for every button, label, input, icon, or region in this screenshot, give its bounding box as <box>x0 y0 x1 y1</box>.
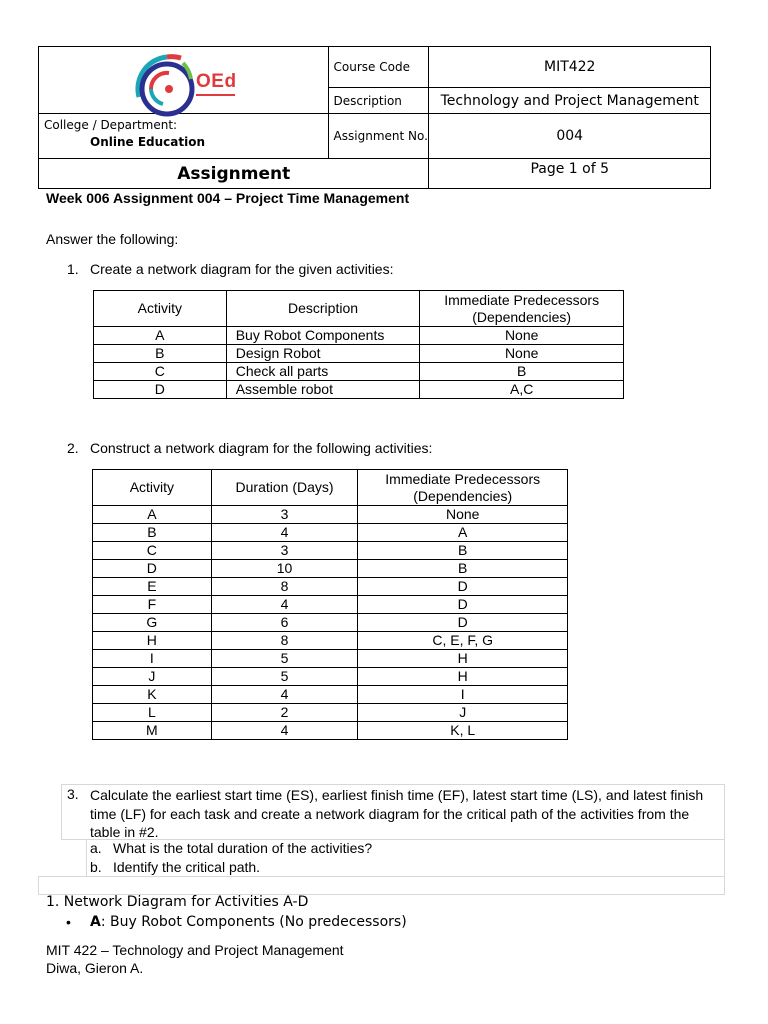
predecessor-cell: A,C <box>420 381 624 399</box>
q2-header-activity: Activity <box>93 470 212 506</box>
predecessor-cell: I <box>358 686 568 704</box>
activity-cell: J <box>93 668 212 686</box>
assignment-no-value: 004 <box>429 114 711 159</box>
q2-number: 2. <box>67 440 79 456</box>
duration-cell: 4 <box>211 722 358 740</box>
description-cell: Assemble robot <box>226 381 420 399</box>
duration-cell: 4 <box>211 596 358 614</box>
logo-text: OEd <box>196 71 237 92</box>
activity-cell: G <box>93 614 212 632</box>
assignment-title: Assignment <box>39 159 429 189</box>
page-info: Page 1 of 5 <box>429 159 711 189</box>
description-label: Description <box>328 88 429 114</box>
q3-text: Calculate the earliest start time (ES), earliest finish time (EF), latest start time (LS), and latest finish time (LF) for each task and create a network diagram for the critical path of the activities from the table in #2. <box>90 787 704 840</box>
intro-text: Answer the following: <box>46 231 179 247</box>
predecessor-cell: None <box>358 506 568 524</box>
table-row <box>93 614 568 632</box>
q3-number: 3. <box>67 786 79 802</box>
table-row <box>93 524 568 542</box>
table-row <box>93 686 568 704</box>
table-row <box>93 650 568 668</box>
week-title: Week 006 Assignment 004 – Project Time Management <box>46 190 410 206</box>
predecessor-cell: H <box>358 650 568 668</box>
q1-header-row <box>94 291 624 327</box>
q2-header-predecessors: Immediate Predecessors (Dependencies) <box>358 470 568 506</box>
duration-cell: 10 <box>211 560 358 578</box>
college-value: Online Education <box>90 135 206 149</box>
activity-cell: L <box>93 704 212 722</box>
duration-cell: 4 <box>211 686 358 704</box>
logo-cell <box>39 47 329 114</box>
predecessor-cell: C, E, F, G <box>358 632 568 650</box>
course-code-value: MIT422 <box>429 47 711 88</box>
q2-text: Construct a network diagram for the following activities: <box>90 440 433 456</box>
duration-cell: 6 <box>211 614 358 632</box>
duration-cell: 3 <box>211 542 358 560</box>
activity-cell: I <box>93 650 212 668</box>
q3-sub-a-text: What is the total duration of the activities? <box>113 840 373 856</box>
activity-cell: F <box>93 596 212 614</box>
footer-course: MIT 422 – Technology and Project Management <box>46 942 344 958</box>
duration-cell: 2 <box>211 704 358 722</box>
duration-cell: 5 <box>211 668 358 686</box>
q1-header-description: Description <box>226 291 420 327</box>
table-row <box>93 560 568 578</box>
predecessor-cell: A <box>358 524 568 542</box>
footer-author: Diwa, Gieron A. <box>46 960 144 976</box>
duration-cell: 4 <box>211 524 358 542</box>
header-table <box>38 46 711 189</box>
description-cell: Design Robot <box>226 345 420 363</box>
description-cell: Buy Robot Components <box>226 327 420 345</box>
logo-underline <box>196 94 235 96</box>
activity-cell: C <box>94 363 227 381</box>
activity-cell: M <box>93 722 212 740</box>
duration-cell: 8 <box>211 578 358 596</box>
q3-empty-row <box>38 876 725 895</box>
table-row <box>93 506 568 524</box>
q2-header-row <box>93 470 568 506</box>
predecessor-cell: None <box>420 327 624 345</box>
table-row <box>94 381 624 399</box>
table-row <box>93 596 568 614</box>
description-value: Technology and Project Management <box>429 88 711 114</box>
college-cell <box>39 114 329 159</box>
duration-cell: 8 <box>211 632 358 650</box>
activity-cell: B <box>93 524 212 542</box>
q1-header-activity: Activity <box>94 291 227 327</box>
answer-bullet-key: A <box>90 914 101 930</box>
activity-cell: C <box>93 542 212 560</box>
q3-sub-b-label: b. <box>90 859 102 875</box>
table-row <box>93 542 568 560</box>
predecessor-cell: D <box>358 596 568 614</box>
answer-heading: 1. Network Diagram for Activities A-D <box>46 894 309 910</box>
predecessor-cell: K, L <box>358 722 568 740</box>
course-code-label: Course Code <box>328 47 429 88</box>
activity-cell: H <box>93 632 212 650</box>
predecessor-cell: B <box>358 560 568 578</box>
table-row <box>93 704 568 722</box>
assignment-no-label: Assignment No. <box>328 114 429 159</box>
table-row <box>93 578 568 596</box>
table-row <box>94 327 624 345</box>
table-row <box>93 722 568 740</box>
q3-sub-a-label: a. <box>90 840 102 856</box>
activity-cell: D <box>93 560 212 578</box>
predecessor-cell: D <box>358 614 568 632</box>
activity-cell: E <box>93 578 212 596</box>
table-row <box>93 632 568 650</box>
duration-cell: 5 <box>211 650 358 668</box>
predecessor-cell: H <box>358 668 568 686</box>
q1-text: Create a network diagram for the given activities: <box>90 261 394 277</box>
description-cell: Check all parts <box>226 363 420 381</box>
q2-table <box>92 469 568 740</box>
bullet-icon: • <box>66 914 71 930</box>
activity-cell: B <box>94 345 227 363</box>
table-row <box>94 345 624 363</box>
predecessor-cell: B <box>358 542 568 560</box>
predecessor-cell: D <box>358 578 568 596</box>
college-label: College / Department: <box>44 118 178 132</box>
predecessor-cell: None <box>420 345 624 363</box>
activity-cell: A <box>94 327 227 345</box>
table-row <box>93 668 568 686</box>
predecessor-cell: B <box>420 363 624 381</box>
activity-cell: K <box>93 686 212 704</box>
predecessor-cell: J <box>358 704 568 722</box>
q3-sub-b-text: Identify the critical path. <box>113 859 261 875</box>
answer-bullet <box>90 914 407 930</box>
q2-header-duration: Duration (Days) <box>211 470 358 506</box>
q1-header-predecessors: Immediate Predecessors (Dependencies) <box>420 291 624 327</box>
activity-cell: D <box>94 381 227 399</box>
answer-bullet-text: : Buy Robot Components (No predecessors) <box>100 914 407 930</box>
duration-cell: 3 <box>211 506 358 524</box>
table-row <box>94 363 624 381</box>
activity-cell: A <box>93 506 212 524</box>
q1-number: 1. <box>67 261 79 277</box>
q1-table <box>93 290 624 399</box>
